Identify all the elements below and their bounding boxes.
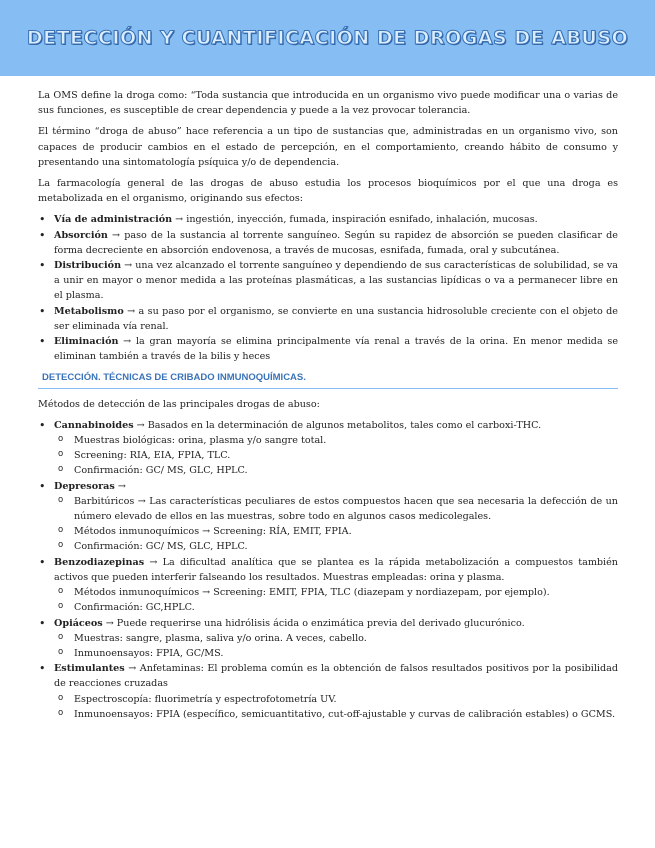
list-item <box>38 228 618 258</box>
sub-list-item: o Inmunoensayos: FPIA (específico, semicuantitativo, cut-off-ajustable y curvas de calibración estables) o GCMS. <box>38 707 618 722</box>
list-item-term: Metabolismo <box>54 305 124 317</box>
list-item-text: → paso de la sustancia al torrente sanguíneo. Según su rapidez de absorción se pueden clasificar de forma decreciente en absorción endovenosa, a través de mucosas, esnifada, fumada, oral y subcutánea. <box>54 229 618 256</box>
list-item-text: → Basados en la determinación de algunos metabolitos, tales como el carboxi-THC. <box>133 419 542 431</box>
list-item-text: → Puede requerirse una hidrólisis ácida o enzimática previa del derivado glucurónico. <box>102 617 525 629</box>
sub-list-item: o Screening: RIA, EIA, FPIA, TLC. <box>38 448 618 463</box>
methods-intro: Métodos de detección de las principales drogas de abuso: <box>38 398 320 410</box>
sub-list-item: o Confirmación: GC,HPLC. <box>38 600 618 615</box>
sub-list-item: o Confirmación: GC/ MS, GLC, HPLC. <box>38 539 618 554</box>
list-item-term: Depresoras <box>54 480 115 492</box>
list-item-text: → a su paso por el organismo, se convierte en una sustancia hidrosoluble creciente con el objeto de ser eliminada vía renal. <box>54 305 618 332</box>
sub-list-item: o Muestras biológicas: orina, plasma y/o sangre total. <box>38 433 618 448</box>
list-item <box>38 418 618 433</box>
list-item-term: Distribución <box>54 260 122 272</box>
list-item <box>38 258 618 304</box>
document-body <box>38 88 618 722</box>
list-item <box>38 555 618 585</box>
title-banner <box>0 0 655 76</box>
list-item <box>38 334 618 364</box>
effects-list <box>38 212 618 364</box>
intro-paragraph-3: La farmacología general de las drogas de abuso estudia los procesos bioquímicos por el que una droga es metabolizada en el organismo, originando sus efectos: <box>38 178 618 205</box>
list-item <box>38 616 618 631</box>
sub-list-item: o Confirmación: GC/ MS, GLC, HPLC. <box>38 463 618 478</box>
list-item-text: → la gran mayoría se elimina principalmente vía renal a través de la orina. En menor medida se eliminan también a través de la bilis y heces <box>54 336 618 363</box>
list-item-term: Cannabinoides <box>54 419 134 431</box>
sub-list-item: o Muestras: sangre, plasma, saliva y/o orina. A veces, cabello. <box>38 631 618 646</box>
sub-list-item: o Métodos inmunoquímicos → Screening: EMIT, FPIA, TLC (diazepam y nordiazepam, por ejemplo). <box>38 585 618 600</box>
list-item-text: → Anfetaminas: El problema común es la obtención de falsos resultados positivos por la posibilidad de reacciones cruzadas <box>54 663 618 690</box>
list-item <box>38 661 618 691</box>
list-item-text: → <box>114 480 126 492</box>
sub-list-item: o Espectroscopía: fluorimetría y espectrofotometría UV. <box>38 692 618 707</box>
list-item-term: Eliminación <box>54 336 119 348</box>
intro-paragraph-2: El término “droga de abuso” hace referencia a un tipo de sustancias que, administradas en un organismo vivo, son capaces de producir cambios en el estado de percepción, en el comportamiento, creando hábito de consumo y presentando una sintomatología psíquica y/o de dependencia. <box>38 126 618 168</box>
list-item-text: → una vez alcanzado el torrente sanguíneo y dependiendo de sus características de solubilidad, se va a unir en mayor o menor medida a las proteínas plasmáticas, a las sustancias lipídicas o va a permanecer libre en el plasma. <box>54 260 618 302</box>
page-title: DETECCIÓN Y CUANTIFICACIÓN DE DROGAS DE ABUSO <box>26 27 629 49</box>
list-item-text: → ingestión, inyección, fumada, inspiración esnifado, inhalación, mucosas. <box>172 214 538 226</box>
list-item-term: Absorción <box>54 229 108 241</box>
sub-list-item: o Inmunoensayos: FPIA, GC/MS. <box>38 646 618 661</box>
section-heading: DETECCIÓN. TÉCNICAS DE CRIBADO INMUNOQUÍMICAS. <box>38 370 618 388</box>
list-item-term: Benzodiazepinas <box>54 556 145 568</box>
list-item <box>38 304 618 334</box>
list-item-term: Vía de administración <box>54 214 173 226</box>
drugs-list <box>38 418 618 722</box>
list-item-term: Estimulantes <box>54 663 125 675</box>
sub-list-item: o Barbitúricos → Las características peculiares de estos compuestos hacen que sea necesaria la defección de un número elevado de ellos en las muestras, sobre todo en algunos casos medicolegales. <box>38 494 618 524</box>
intro-paragraph-1: La OMS define la droga como: “Toda sustancia que introducida en un organismo vivo puede modificar una o varias de sus funciones, es susceptible de crear dependencia y puede a la vez provocar tolerancia. <box>38 90 618 117</box>
list-item-text: → La dificultad analítica que se plantea es la rápida metabolización a compuestos también activos que pueden interferir falseando los resultados. Muestras empleadas: orina y plasma. <box>54 556 618 583</box>
list-item <box>38 479 618 494</box>
list-item <box>38 212 618 227</box>
sub-list-item: o Métodos inmunoquímicos → Screening: RÍA, EMIT, FPIA. <box>38 524 618 539</box>
list-item-term: Opiáceos <box>54 617 103 629</box>
